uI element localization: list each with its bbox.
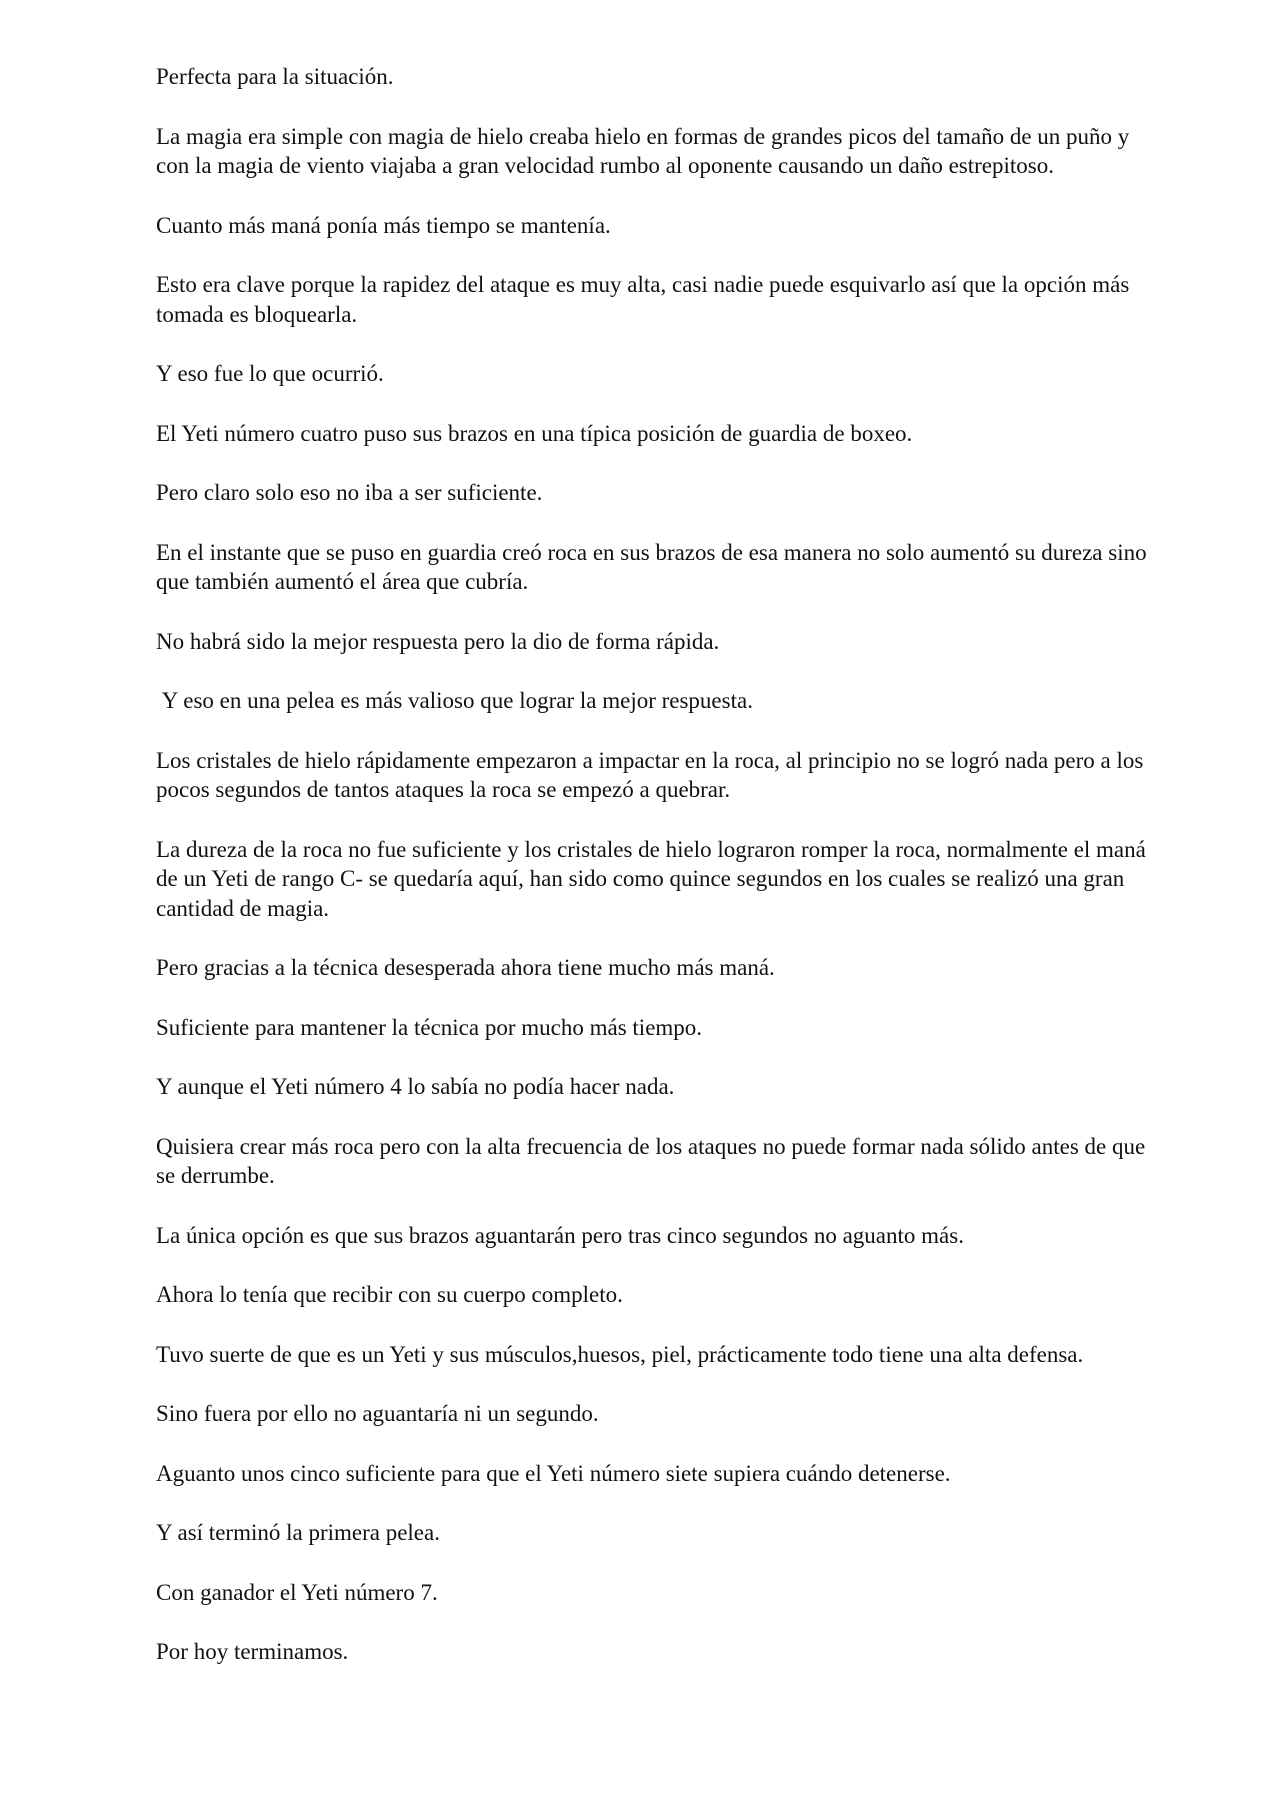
paragraph-6: El Yeti número cuatro puso sus brazos en una típica posición de guardia de boxeo. <box>156 420 913 446</box>
document-page <box>156 62 1156 1697</box>
paragraph-3: Cuanto más maná ponía más tiempo se mantenía. <box>156 212 611 238</box>
paragraph-1: Perfecta para la situación. <box>156 64 394 89</box>
paragraph-16: Quisiera crear más roca pero con la alta frecuencia de los ataques no puede formar nada sólido antes de que se derrumbe. <box>156 1133 1146 1188</box>
paragraph-14: Suficiente para mantener la técnica por mucho más tiempo. <box>156 1014 703 1040</box>
paragraph-8: En el instante que se puso en guardia creó roca en sus brazos de esa manera no solo aumentó su dureza sino que también aumentó el área que cubría. <box>156 539 1147 594</box>
paragraph-18: Ahora lo tenía que recibir con su cuerpo completo. <box>156 1282 623 1307</box>
paragraph-17: La única opción es que sus brazos aguantarán pero tras cinco segundos no aguanto más. <box>156 1222 964 1248</box>
paragraph-13: Pero gracias a la técnica desesperada ahora tiene mucho más maná. <box>156 955 775 980</box>
paragraph-5: Y eso fue lo que ocurrió. <box>156 361 384 386</box>
paragraph-9: No habrá sido la mejor respuesta pero la dio de forma rápida. <box>156 628 720 654</box>
paragraph-12: La dureza de la roca no fue suficiente y los cristales de hielo lograron romper la roca, normalmente el maná de un Yeti de rango C- se quedaría aquí, han sido como quince segundos en los cuales se realizó una gran cantidad de magia. <box>156 836 1146 921</box>
paragraph-20: Sino fuera por ello no aguantaría ni un segundo. <box>156 1401 599 1426</box>
paragraph-21: Aguanto unos cinco suficiente para que el Yeti número siete supiera cuándo detenerse. <box>156 1460 951 1486</box>
paragraph-24: Por hoy terminamos. <box>156 1639 349 1664</box>
paragraph-7: Pero claro solo eso no iba a ser suficiente. <box>156 480 543 505</box>
paragraph-23: Con ganador el Yeti número 7. <box>156 1579 438 1605</box>
paragraph-2: La magia era simple con magia de hielo creaba hielo en formas de grandes picos del tamaño de un puño y con la magia de viento viajaba a gran velocidad rumbo al oponente causando un daño estrepitoso. <box>156 123 1130 178</box>
paragraph-10: Y eso en una pelea es más valioso que lograr la mejor respuesta. <box>156 688 753 713</box>
paragraph-4: Esto era clave porque la rapidez del ataque es muy alta, casi nadie puede esquivarlo así que la opción más tomada es bloquearla. <box>156 272 1130 327</box>
paragraph-11: Los cristales de hielo rápidamente empezaron a impactar en la roca, al principio no se logró nada pero a los pocos segundos de tantos ataques la roca se empezó a quebrar. <box>156 747 1144 802</box>
paragraph-15: Y aunque el Yeti número 4 lo sabía no podía hacer nada. <box>156 1074 675 1099</box>
paragraph-22: Y así terminó la primera pelea. <box>156 1520 440 1545</box>
paragraph-19: Tuvo suerte de que es un Yeti y sus músculos,huesos, piel, prácticamente todo tiene una alta defensa. <box>156 1341 1084 1367</box>
